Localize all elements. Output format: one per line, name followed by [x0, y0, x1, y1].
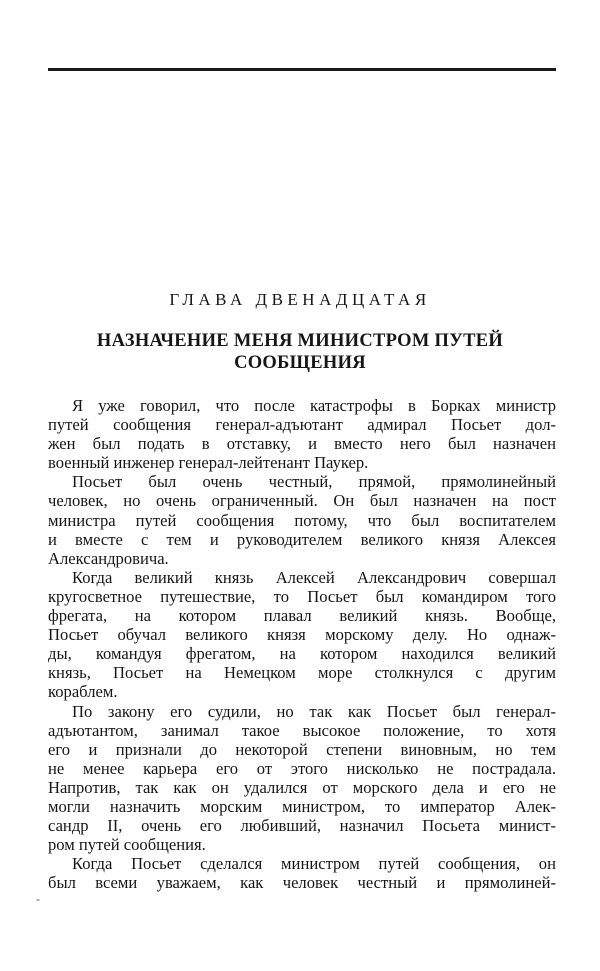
- text-line: ды, командуя фрегатом, на котором находился великий: [48, 644, 556, 664]
- text-line: и вместе с тем и руководителем великого князя Алексея: [48, 529, 556, 549]
- text-line: кругосветное путешествие, то Посьет был командиром того: [48, 586, 556, 606]
- header-rule: [48, 68, 556, 71]
- text-line: сандр II, очень его любивший, назначил Посьета минист-: [48, 816, 556, 836]
- text-line: ром путей сообщения.: [48, 835, 206, 855]
- text-line: Когда великий князь Алексей Александрович совершал: [72, 567, 556, 587]
- text-line: Александровича.: [48, 548, 169, 568]
- chapter-title: [60, 330, 540, 374]
- scan-mark: ‐: [36, 892, 40, 906]
- text-line: его и признали до некоторой степени виновным, но тем: [48, 739, 556, 759]
- chapter-title-line: СООБЩЕНИЯ: [234, 353, 366, 373]
- text-line: человек, но очень ограниченный. Он был назначен на пост: [48, 491, 556, 511]
- text-line: военный инженер генерал-лейтенант Паукер.: [48, 453, 369, 473]
- text-line: путей сообщения генерал-адъютант адмирал Посьет дол-: [48, 415, 556, 435]
- text-line: Посьет обучал великого князя морскому делу. Но однаж-: [48, 625, 556, 645]
- text-line: фрегата, на котором плавал великий князь. Вообще,: [48, 606, 556, 626]
- text-line: кораблем.: [48, 682, 118, 702]
- text-line: был всеми уважаем, как человек честный и прямолиней-: [48, 873, 556, 893]
- text-line: Посьет был очень честный, прямой, прямолинейный: [72, 472, 556, 492]
- text-line: Когда Посьет сделался министром путей сообщения, он: [72, 854, 556, 874]
- chapter-label: ГЛАВА ДВЕНАДЦАТАЯ: [169, 290, 431, 309]
- text-line: По закону его судили, но так как Посьет был генерал-: [72, 701, 556, 721]
- text-line: министра путей сообщения потому, что был воспитателем: [48, 510, 556, 530]
- chapter-title-line: НАЗНАЧЕНИЕ МЕНЯ МИНИСТРОМ ПУТЕЙ: [96, 331, 504, 351]
- body-text: [48, 396, 556, 892]
- text-line: Я уже говорил, что после катастрофы в Борках министр: [72, 396, 556, 415]
- text-line: могли назначить морским министром, то император Алек-: [48, 796, 556, 816]
- text-line: Напротив, так как он удалился от морского дела и его не: [48, 777, 556, 797]
- text-line: не менее карьера его от этого нисколько не пострадала.: [48, 758, 556, 778]
- text-line: князь, Посьет на Немецком море столкнулся с другим: [48, 663, 556, 683]
- text-line: жен был подать в отставку, и вместо него был назначен: [48, 434, 556, 454]
- text-line: адъютантом, занимал такое высокое положение, то хотя: [48, 720, 556, 740]
